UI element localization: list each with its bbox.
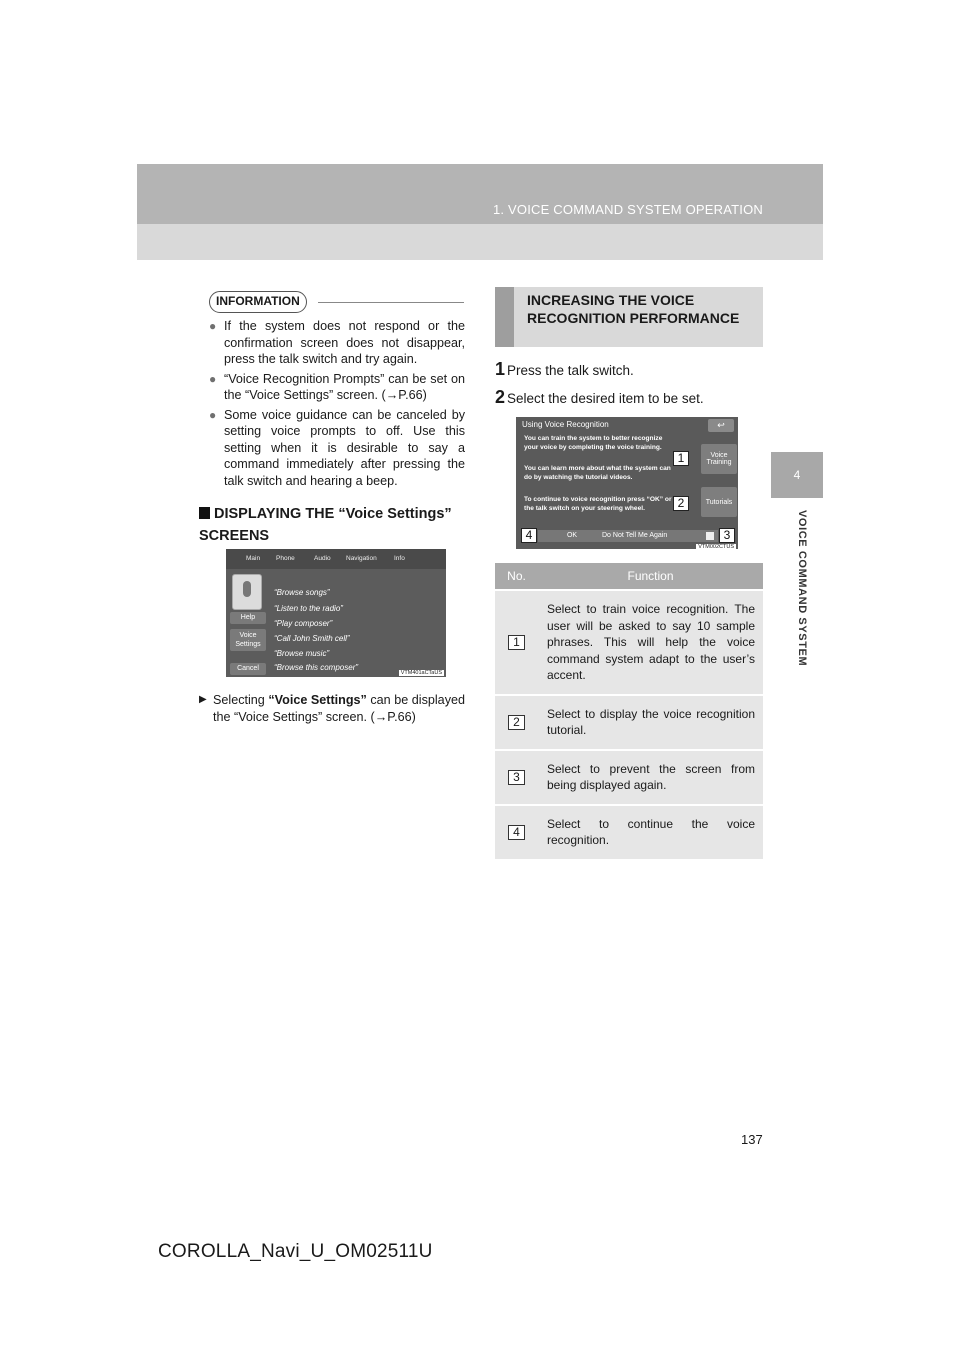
tab-main: Main (246, 555, 261, 562)
increasing-heading: INCREASING THE VOICE RECOGNITION PERFORMANCE (527, 292, 740, 326)
command-item: “Listen to the radio” (274, 604, 343, 613)
information-divider (318, 302, 464, 303)
header-bar (137, 164, 823, 224)
callout-3: 3 (719, 528, 735, 543)
back-icon: ↩ (708, 419, 734, 432)
displaying-heading: DISPLAYING THE “Voice Settings” SCREENS (199, 506, 452, 544)
screen-title: Using Voice Recognition (522, 420, 609, 429)
command-item: “Browse this composer” (274, 663, 359, 672)
information-item: ● “Voice Recognition Prompts” can be set on the “Voice Settings” screen. (→P.66) (209, 371, 465, 404)
function-table (495, 563, 763, 859)
tab-phone: Phone (276, 555, 295, 562)
section-title: 1. VOICE COMMAND SYSTEM OPERATION (492, 202, 763, 217)
voice-training-button: Voice Training (701, 444, 737, 474)
table-header-no: No. (495, 563, 538, 590)
using-voice-recognition-screen-image (516, 417, 738, 549)
header-subbar (137, 224, 823, 260)
help-button: Help (230, 612, 266, 624)
table-header-function: Function (538, 563, 763, 590)
tutorials-button: Tutorials (701, 487, 737, 517)
step-1: 1 Press the talk switch. (495, 359, 634, 379)
tab-audio: Audio (314, 555, 331, 562)
callout-1: 1 (673, 451, 689, 466)
voice-settings-bullet: ▶ Selecting “Voice Settings” can be displayed the “Voice Settings” screen. (→P.66) (199, 692, 465, 725)
microphone-icon (232, 574, 262, 610)
square-bullet-icon (199, 507, 210, 519)
row-function: Select to continue the voice recognition. (538, 805, 763, 859)
heading-accent-bar (495, 287, 514, 347)
row-function: Select to prevent the screen from being displayed again. (538, 750, 763, 805)
cancel-button: Cancel (230, 663, 266, 675)
chapter-tab (776, 510, 820, 710)
information-list (209, 318, 465, 492)
callout-2: 2 (673, 496, 689, 511)
ok-button: OK (538, 530, 606, 542)
row-number: 1 (508, 635, 525, 650)
table-row (495, 590, 763, 695)
checkbox-icon (706, 532, 714, 540)
row-function: Select to train voice recognition. The user will be asked to say 10 sample phrases. This will help the voice command system adapt to the user’s accent. (538, 590, 763, 695)
tab-navigation: Navigation (346, 555, 377, 562)
information-item: ● If the system does not respond or the confirmation screen does not disappear, press the talk switch and try again. (209, 318, 465, 368)
row-number: 2 (508, 715, 525, 730)
table-row (495, 750, 763, 805)
screen-text: To continue to voice recognition press “OK” or the talk switch on your steering wheel. (524, 496, 672, 512)
page-number: 137 (741, 1132, 763, 1147)
screen-text: You can learn more about what the system can do by watching the tutorial videos. (524, 465, 671, 481)
information-badge: INFORMATION (209, 291, 307, 313)
increasing-heading-box (495, 287, 763, 347)
image-code: VTM401aCTaUS (400, 670, 442, 676)
information-item: ● Some voice guidance can be canceled by setting voice prompts to off. Use this setting when it is desirable to say a command immediately after pressing the talk switch and hearing a beep. (209, 407, 465, 490)
step-2: 2 Select the desired item to be set. (495, 387, 704, 407)
chapter-label: VOICE COMMAND SYSTEM (796, 510, 808, 667)
command-item: “Play composer” (274, 619, 333, 628)
document-footer: COROLLA_Navi_U_OM02511U (158, 1241, 433, 1262)
table-row (495, 695, 763, 750)
row-number: 4 (508, 825, 525, 840)
chapter-number: 4 (771, 452, 823, 498)
tab-info: Info (394, 555, 405, 562)
command-item: “Browse music” (274, 649, 330, 658)
screen-text: You can train the system to better recognize your voice by completing the voice training. (524, 435, 663, 451)
screen-tab-bar (226, 549, 446, 569)
image-code: VTM002CTUS (698, 544, 734, 550)
voice-settings-button: Voice Settings (230, 629, 266, 651)
row-number: 3 (508, 770, 525, 785)
command-item: “Call John Smith cell” (274, 634, 350, 643)
callout-4: 4 (521, 528, 537, 543)
command-item: “Browse songs” (274, 588, 330, 597)
row-function: Select to display the voice recognition tutorial. (538, 695, 763, 750)
table-row (495, 805, 763, 859)
do-not-tell-me-again-button: Do Not Tell Me Again (598, 530, 718, 542)
voice-command-screen-image (226, 549, 446, 677)
